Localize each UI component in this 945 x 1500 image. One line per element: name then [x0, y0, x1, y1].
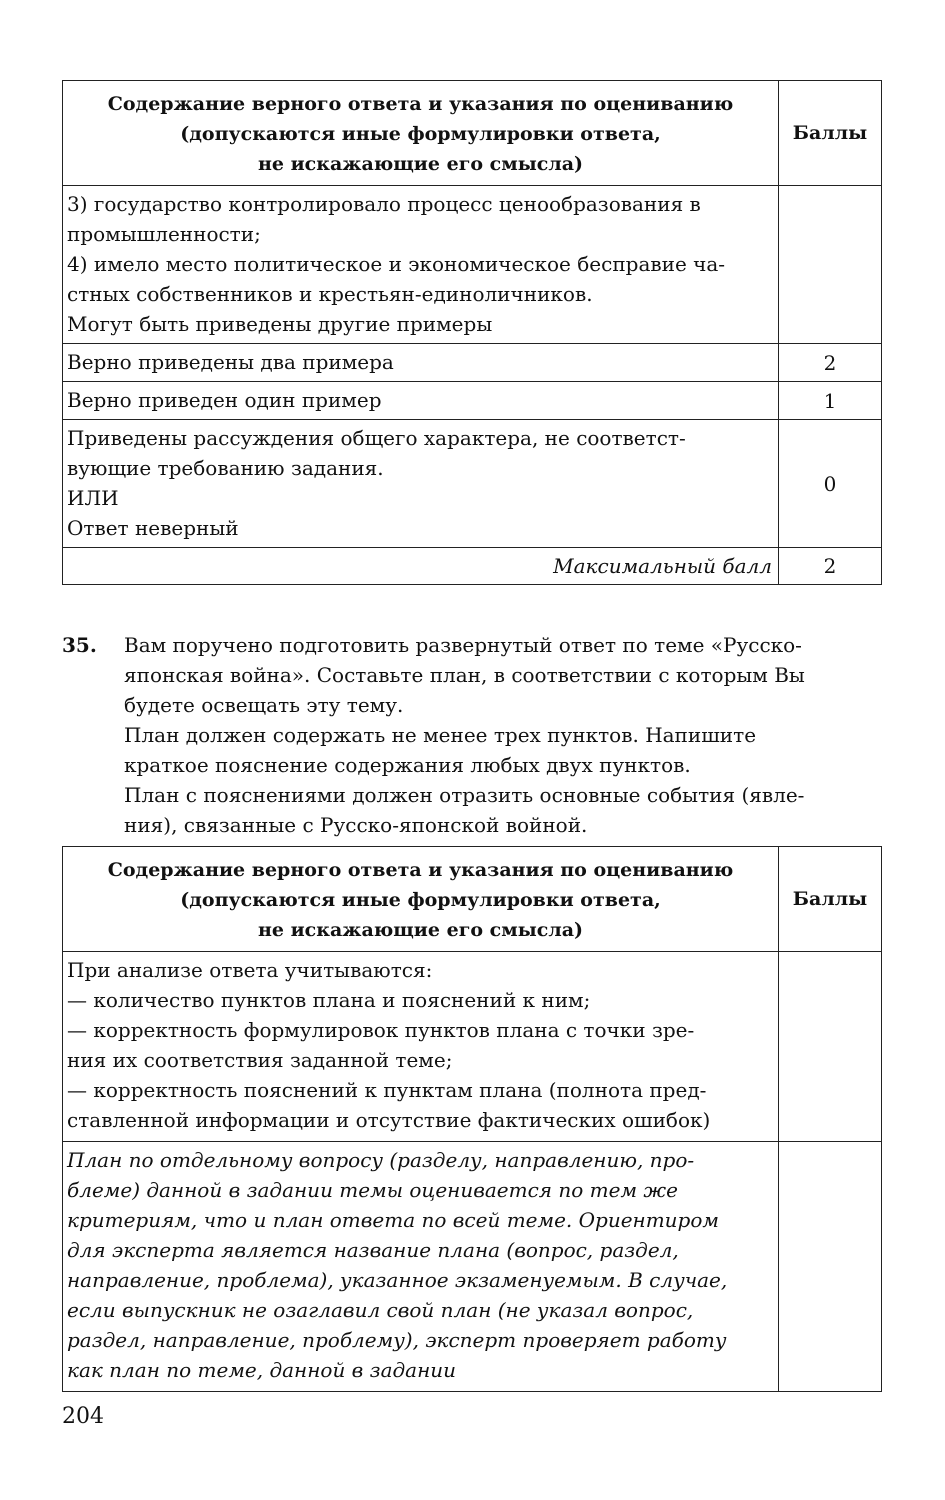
header-line: не искажающие его смысла)	[257, 919, 584, 941]
header-content-cell	[63, 847, 779, 952]
header-score-cell: Баллы	[779, 81, 882, 186]
criteria-line: При анализе ответа учитываются:	[67, 958, 433, 982]
criteria-line: — корректность пояснений к пунктам плана (полнота пред-	[67, 1078, 707, 1102]
criteria-cell	[63, 952, 779, 1142]
max-score-row	[63, 548, 882, 585]
table-header-row	[63, 847, 882, 952]
criterion-line: Приведены рассуждения общего характера, не соответст-	[67, 426, 686, 450]
note-line: критериям, что и план ответа по всей теме. Ориентиром	[67, 1208, 719, 1232]
note-line: раздел, направление, проблему), эксперт проверяет работу	[67, 1328, 727, 1352]
header-line: (допускаются иные формулировки ответа,	[180, 889, 661, 911]
header-line: Содержание верного ответа и указания по оцениванию	[107, 93, 734, 115]
task-paragraph	[124, 630, 882, 720]
task-line: ния), связанные с Русско-японской войной.	[124, 813, 588, 837]
table-row	[63, 1142, 882, 1392]
score-cell: 0	[779, 420, 882, 548]
criteria-line: — корректность формулировок пунктов плана с точки зре-	[67, 1018, 695, 1042]
table-header-row	[63, 81, 882, 186]
task-line: План должен содержать не менее трех пунктов. Напишите	[124, 723, 757, 747]
criterion-line: Верно приведен один пример	[67, 388, 382, 412]
content-line: 4) имело место политическое и экономическое бесправие ча-	[67, 252, 726, 276]
max-score-value: 2	[779, 548, 882, 585]
max-score-label: Максимальный балл	[63, 548, 779, 585]
criterion-line: Верно приведены два примера	[67, 350, 394, 374]
content-line: 3) государство контролировало процесс ценообразования в	[67, 192, 701, 216]
table-row	[63, 344, 882, 382]
header-line: не искажающие его смысла)	[257, 153, 584, 175]
note-line: если выпускник не озаглавил свой план (не указал вопрос,	[67, 1298, 694, 1322]
criterion-line: ИЛИ	[67, 486, 119, 510]
note-cell	[63, 1142, 779, 1392]
criterion-cell	[63, 344, 779, 382]
content-cell	[63, 186, 779, 344]
scoring-table-2	[62, 846, 882, 1392]
table-row	[63, 382, 882, 420]
note-line: как план по теме, данной в задании	[67, 1358, 457, 1382]
content-line: промышленности;	[67, 222, 261, 246]
score-cell: 2	[779, 344, 882, 382]
task-paragraph	[124, 780, 882, 840]
score-cell-empty	[779, 186, 882, 344]
task-line: Вам поручено подготовить развернутый ответ по теме «Русско-	[124, 633, 802, 657]
table-row	[63, 952, 882, 1142]
score-cell-empty	[779, 952, 882, 1142]
task-paragraph	[124, 720, 882, 780]
criteria-line: ния их соответствия заданной теме;	[67, 1048, 453, 1072]
table-row	[63, 186, 882, 344]
criterion-cell	[63, 382, 779, 420]
scoring-table-1	[62, 80, 882, 585]
note-line: направление, проблема), указанное экзаменуемым. В случае,	[67, 1268, 728, 1292]
criteria-line: — количество пунктов плана и пояснений к ним;	[67, 988, 591, 1012]
note-line: блеме) данной в задании темы оценивается по тем же	[67, 1178, 678, 1202]
table-row	[63, 420, 882, 548]
header-score-cell: Баллы	[779, 847, 882, 952]
criterion-line: вующие требованию задания.	[67, 456, 384, 480]
criterion-cell	[63, 420, 779, 548]
task-line: будете освещать эту тему.	[124, 693, 404, 717]
criteria-line: ставленной информации и отсутствие фактических ошибок)	[67, 1108, 711, 1132]
note-line: План по отдельному вопросу (разделу, направлению, про-	[67, 1148, 695, 1172]
note-line: для эксперта является название плана (вопрос, раздел,	[67, 1238, 679, 1262]
header-line: Содержание верного ответа и указания по оцениванию	[107, 859, 734, 881]
content-line: стных собственников и крестьян-единоличников.	[67, 282, 593, 306]
task-number: 35.	[62, 633, 97, 657]
header-line: (допускаются иные формулировки ответа,	[180, 123, 661, 145]
score-cell-empty	[779, 1142, 882, 1392]
page-number: 204	[62, 1404, 104, 1429]
task-line: краткое пояснение содержания любых двух пунктов.	[124, 753, 691, 777]
criterion-line: Ответ неверный	[67, 516, 239, 540]
score-cell: 1	[779, 382, 882, 420]
content-line: Могут быть приведены другие примеры	[67, 312, 493, 336]
task-line: японская война». Составьте план, в соответствии с которым Вы	[124, 663, 805, 687]
header-content-cell	[63, 81, 779, 186]
task-line: План с пояснениями должен отразить основные события (явле-	[124, 783, 805, 807]
